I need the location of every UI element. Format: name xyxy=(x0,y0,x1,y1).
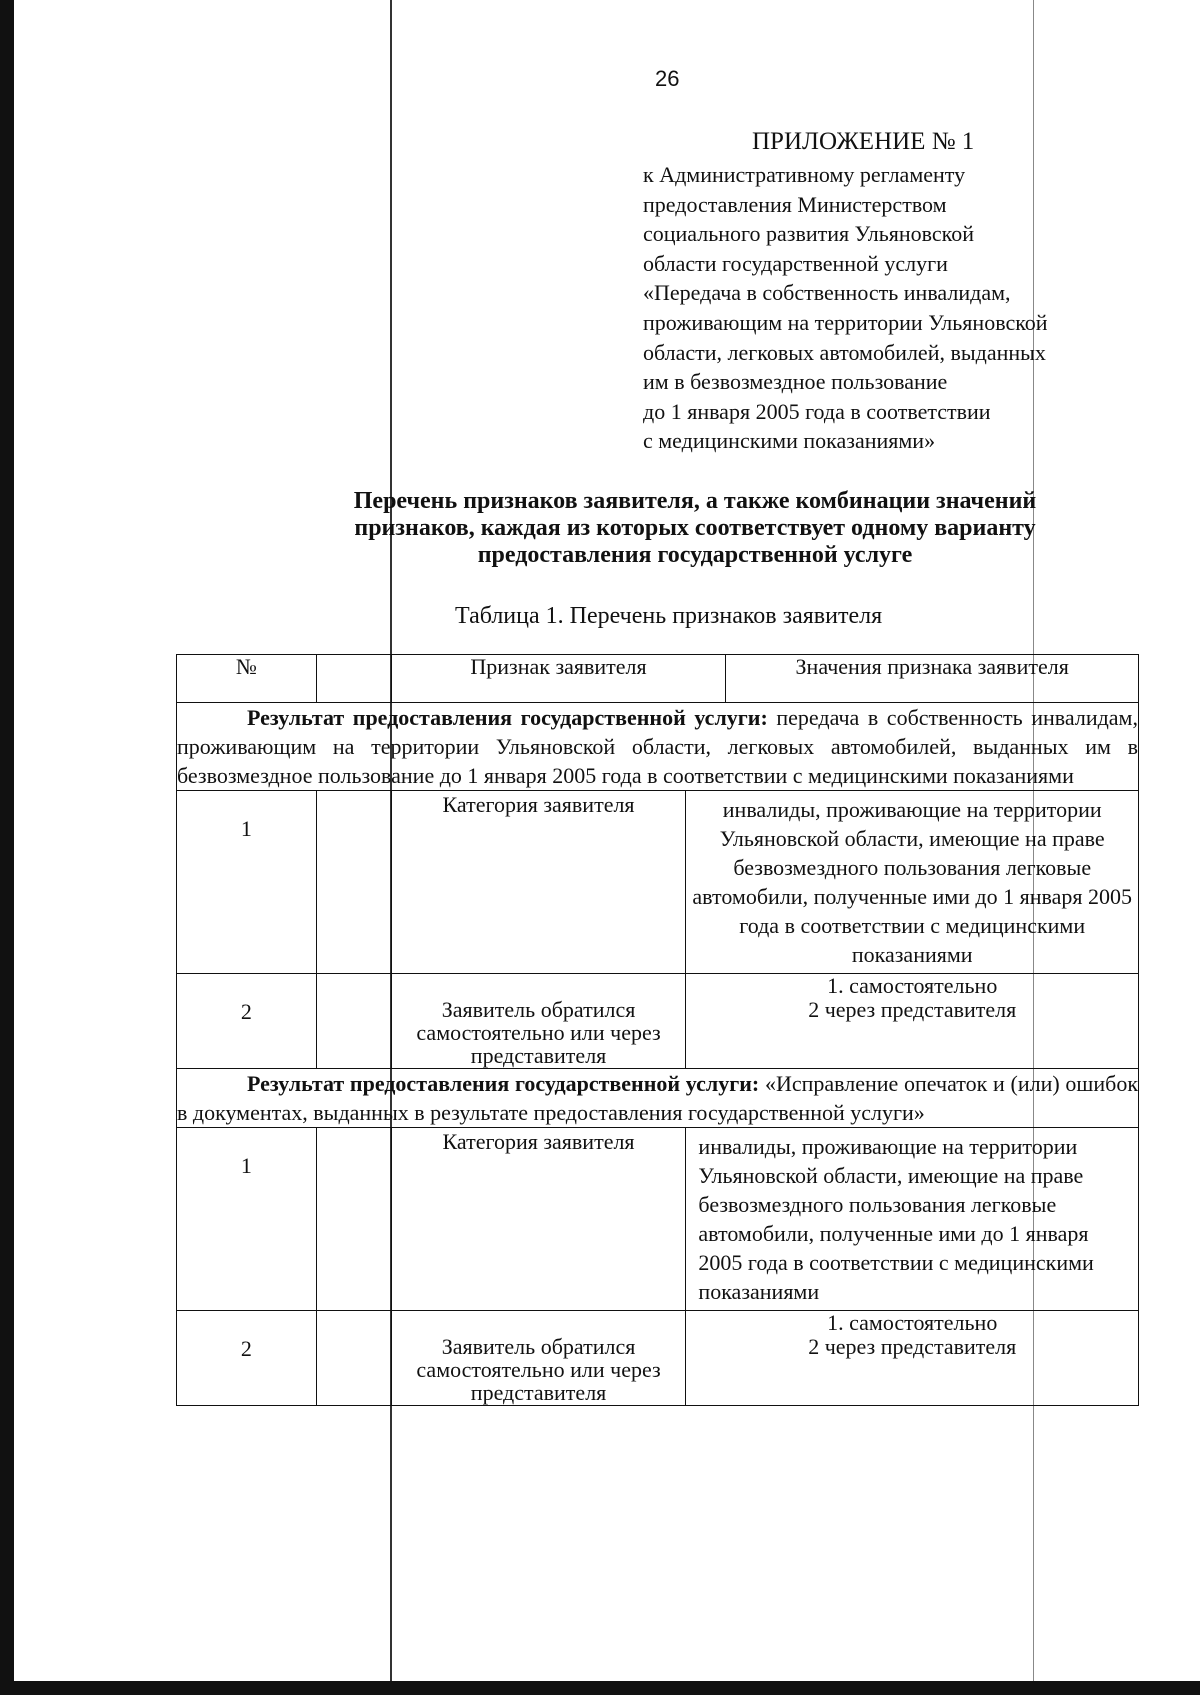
value-option: 2 через представителя xyxy=(808,1334,1017,1359)
result-row xyxy=(177,703,1139,791)
appendix-title: ПРИЛОЖЕНИЕ № 1 xyxy=(752,128,975,155)
row-sign: Категория заявителя xyxy=(391,1128,686,1311)
row-value xyxy=(686,974,1139,1069)
heading-line: признаков, каждая из которых соответствует одному варианту xyxy=(354,515,1036,541)
result-row xyxy=(177,1069,1139,1128)
row-value: инвалиды, проживающие на территории Ульяновской области, имеющие на праве безвозмездного пользования легковые автомобили, полученные ими до 1 января 2005 года в соответствии с медицинскими показаниями xyxy=(686,1128,1139,1311)
result-label: Результат предоставления государственной услуги: xyxy=(247,1071,760,1096)
row-number: 1 xyxy=(177,791,317,974)
row-value xyxy=(686,1311,1139,1406)
heading-line: Перечень признаков заявителя, а также комбинации значений xyxy=(353,488,1037,514)
row-sign: Заявитель обратился самостоятельно или через представителя xyxy=(391,1311,686,1406)
table-row xyxy=(177,974,1139,1069)
row-empty xyxy=(316,1311,391,1406)
appendix-line: «Передача в собственность инвалидам, xyxy=(643,280,1011,306)
appendix-line: с медицинскими показаниями» xyxy=(643,428,936,454)
row-empty xyxy=(316,1128,391,1311)
row-sign: Категория заявителя xyxy=(391,791,686,974)
result-text: «Исправление опечаток и (или) ошибок в документах, выданных в результате предоставления государственной услуги» xyxy=(177,1071,1139,1125)
appendix-line: социального развития Ульяновской xyxy=(643,221,975,247)
table-row xyxy=(177,1128,1139,1311)
appendix-line: области, легковых автомобилей, выданных xyxy=(643,339,1046,365)
document-heading xyxy=(190,488,1200,569)
value-option: 1. самостоятельно xyxy=(827,1310,998,1335)
scan-bottom-border xyxy=(0,1681,1200,1695)
appendix-line: предоставления Министерством xyxy=(643,191,947,217)
appendix-line: им в безвозмездное пользование xyxy=(643,369,948,395)
appendix-line: к Административному регламенту xyxy=(643,162,966,187)
heading-line: предоставления государственной услуге xyxy=(477,542,913,568)
header-empty xyxy=(316,655,391,703)
row-number: 1 xyxy=(177,1128,317,1311)
value-option: 1. самостоятельно xyxy=(827,973,998,998)
scan-left-border xyxy=(0,0,14,1695)
header-num: № xyxy=(177,655,317,703)
appendix-line: области государственной услуги xyxy=(643,250,948,276)
table-row xyxy=(177,791,1139,974)
value-option: 2 через представителя xyxy=(808,997,1017,1022)
row-sign: Заявитель обратился самостоятельно или через представителя xyxy=(391,974,686,1069)
row-number: 2 xyxy=(177,1311,317,1406)
applicant-signs-table xyxy=(176,654,1139,1406)
table-header-row xyxy=(177,655,1139,703)
result-cell xyxy=(177,703,1139,791)
page-number: 26 xyxy=(655,66,680,91)
result-text: передача в собственность инвалидам, проживающим на территории Ульяновской области, легковых автомобилей, выданных им в безвозмездное пользование до 1 января 2005 года в соответствии с медицинскими показаниями xyxy=(177,705,1138,788)
row-value: инвалиды, проживающие на территории Ульяновской области, имеющие на праве безвозмездного пользования легковые автомобили, полученные ими до 1 января 2005 года в соответствии с медицинскими показаниями xyxy=(686,791,1139,974)
row-empty xyxy=(316,974,391,1069)
table-row xyxy=(177,1311,1139,1406)
appendix-reference xyxy=(643,160,1048,456)
appendix-line: проживающим на территории Ульяновской xyxy=(643,309,1048,335)
row-empty xyxy=(316,791,391,974)
header-values: Значения признака заявителя xyxy=(726,655,1139,703)
result-cell xyxy=(177,1069,1139,1128)
header-sign: Признак заявителя xyxy=(391,655,726,703)
row-number: 2 xyxy=(177,974,317,1069)
table-caption: Таблица 1. Перечень признаков заявителя xyxy=(455,603,883,629)
result-label: Результат предоставления государственной услуги: xyxy=(247,705,768,730)
appendix-line: до 1 января 2005 года в соответствии xyxy=(643,398,991,424)
